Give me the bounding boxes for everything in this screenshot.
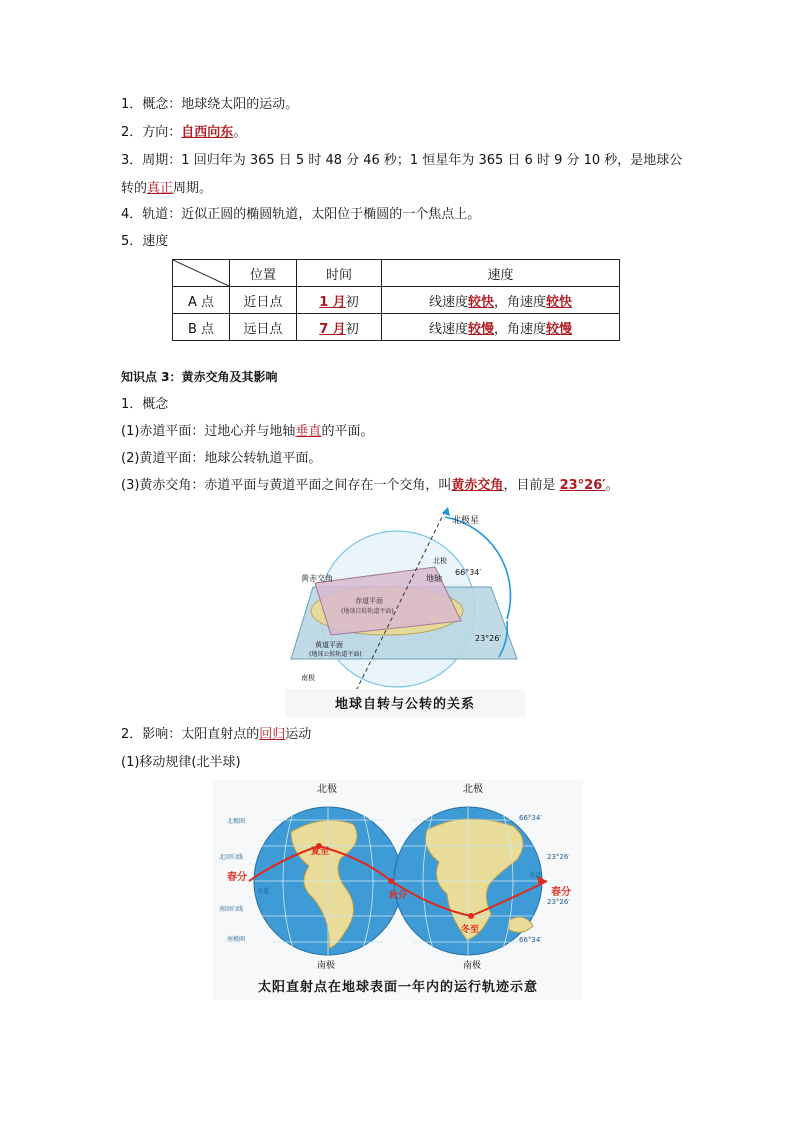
- equator-plane-def: [121, 423, 373, 441]
- south-pole-right-label: 南极: [463, 961, 482, 971]
- table-cell: B 点: [173, 314, 230, 341]
- table-cell: A 点: [173, 287, 230, 314]
- item-text: 。: [233, 125, 247, 140]
- arctic-circle-label: 北极圈: [227, 818, 246, 825]
- cell-text: 线速度: [428, 321, 468, 337]
- item-number: 1．: [121, 97, 143, 112]
- concept-heading: 1．概念: [121, 397, 169, 412]
- table-row: [173, 287, 620, 314]
- item-text: ，目前是: [503, 478, 560, 493]
- ecliptic-plane-label: 黄道平面: [315, 641, 343, 649]
- subsolar-point-diagram: [213, 780, 583, 1000]
- impact-heading: [121, 726, 311, 744]
- item-label: 速度: [142, 234, 169, 249]
- winter-point: [468, 913, 474, 919]
- equator-right-label: 赤道: [529, 872, 542, 879]
- north-pole-left-label: 北极: [317, 784, 337, 795]
- answer-speed: 较慢: [546, 321, 573, 337]
- figure2-caption: 太阳直射点在地球表面一年内的运行轨迹示意: [257, 980, 538, 995]
- table-cell: [382, 314, 620, 341]
- table-header: 速度: [382, 260, 620, 287]
- north-star-icon: [442, 507, 450, 516]
- answer-vertical: 垂直: [295, 424, 322, 439]
- item-speed: [121, 233, 168, 251]
- north-pole-label: 北极: [433, 557, 447, 565]
- axis-label: 地轴: [426, 574, 442, 583]
- cell-text: ，角速度: [494, 321, 547, 337]
- item-number: 3．: [121, 153, 143, 168]
- answer-obliquity: 黄赤交角: [451, 478, 504, 493]
- tropic-capricorn-label: 南回归线: [219, 906, 244, 913]
- autumn-equinox-label: 秋分: [389, 891, 408, 901]
- answer-direction: 自西向东: [181, 125, 234, 140]
- item-text: 周期。: [173, 181, 213, 196]
- item-label: 周期：: [142, 153, 182, 168]
- item-number: 4．: [121, 207, 143, 222]
- item-direction: [121, 124, 246, 142]
- item-text: 1 回归年为 365 日 5 时 48 分 46 秒；1 恒星年为 365 日 6 时 9 分 10 秒，是地球公: [181, 153, 683, 168]
- table-header: 位置: [230, 260, 297, 287]
- angle-23-label: 23°26′: [475, 634, 502, 643]
- item-period-line1: [121, 152, 682, 170]
- equator-left-label: 赤道: [257, 888, 270, 895]
- answer-regression: 回归: [259, 727, 286, 742]
- earth-planes-diagram: [285, 503, 525, 717]
- table-cell: 远日点: [230, 314, 297, 341]
- autumn-point: [388, 878, 394, 884]
- north-star-label: 北极星: [452, 516, 480, 526]
- item-number: 2．: [121, 125, 143, 140]
- lat-66s-label: 66°34′: [519, 936, 542, 944]
- table-row: [173, 314, 620, 341]
- obliquity-def: [121, 477, 619, 495]
- spring-equinox-right-label: 春分: [551, 887, 571, 898]
- item-orbit: [121, 206, 480, 224]
- item-label: 方向：: [142, 125, 182, 140]
- ecliptic-plane-sub-label: (地球公转轨道平面): [309, 651, 362, 658]
- lat-23s-label: 23°26′: [547, 898, 570, 906]
- answer-angle: 23°26′: [559, 478, 606, 493]
- answer-speed: 较快: [546, 294, 573, 310]
- north-pole-right-label: 北极: [463, 784, 483, 795]
- equator-plane-label: 赤道平面: [355, 597, 383, 605]
- item-label: 概念：: [142, 97, 182, 112]
- spring-equinox-left-label: 春分: [227, 872, 247, 883]
- item-text: 运动: [285, 727, 312, 742]
- item-label: 轨道：: [142, 207, 182, 222]
- item-text: 2．影响：太阳直射点的: [121, 727, 260, 742]
- equator-plane-sub-label: (地球自转轨道平面): [341, 608, 394, 615]
- south-pole-left-label: 南极: [317, 961, 336, 971]
- item-text: (3)黄赤交角：赤道平面与黄道平面之间存在一个交角，叫: [121, 478, 452, 493]
- angle-66-label: 66°34′: [455, 568, 482, 577]
- answer-speed: 较快: [467, 294, 494, 310]
- cell-text: 初: [345, 294, 359, 310]
- table-cell: 近日点: [230, 287, 297, 314]
- movement-rule: (1)移动规律(北半球): [121, 755, 241, 770]
- cell-text: 初: [345, 321, 359, 337]
- item-text: 。: [605, 478, 619, 493]
- lat-66n-label: 66°34′: [519, 814, 542, 822]
- table-cell: [382, 287, 620, 314]
- item-period-line2: [121, 180, 212, 198]
- item-concept: [121, 96, 298, 114]
- item-text: 的平面。: [321, 424, 374, 439]
- table-header-row: [173, 260, 620, 287]
- figure-earth-rotation-revolution: [285, 503, 525, 717]
- item-text: 近似正圆的椭圆轨道，太阳位于椭圆的一个焦点上。: [181, 207, 481, 222]
- table-cell: [297, 314, 382, 341]
- item-number: 5．: [121, 234, 143, 249]
- lat-23n-label: 23°26′: [547, 853, 570, 861]
- antarctic-circle-label: 南极圈: [227, 936, 246, 943]
- cell-text: 线速度: [428, 294, 468, 310]
- obliquity-label: 黄赤交角: [301, 574, 333, 583]
- answer-speed: 较慢: [467, 321, 494, 337]
- tropic-cancer-label: 北回归线: [219, 854, 244, 861]
- summer-solstice-label: 夏至: [311, 847, 330, 857]
- answer-period: 真正: [147, 181, 174, 196]
- answer-month: 7 月: [319, 321, 346, 337]
- diagonal-line-icon: [173, 260, 229, 286]
- item-text: 转的: [121, 181, 148, 196]
- answer-month: 1 月: [319, 294, 346, 310]
- speed-table: [172, 259, 620, 341]
- figure1-caption: 地球自转与公转的关系: [334, 697, 475, 712]
- item-text: 地球绕太阳的运动。: [181, 97, 299, 112]
- table-header: 时间: [297, 260, 382, 287]
- figure-subsolar-point: [213, 780, 583, 1000]
- south-pole-label: 南极: [301, 674, 315, 682]
- table-corner-cell: [173, 260, 230, 287]
- ecliptic-plane-def: (2)黄道平面：地球公转轨道平面。: [121, 451, 322, 466]
- table-cell: [297, 287, 382, 314]
- item-text: (1)赤道平面：过地心并与地轴: [121, 424, 296, 439]
- winter-solstice-label: 冬至: [461, 925, 480, 935]
- section-title: 知识点 3：黄赤交角及其影响: [121, 370, 278, 384]
- cell-text: ，角速度: [494, 294, 547, 310]
